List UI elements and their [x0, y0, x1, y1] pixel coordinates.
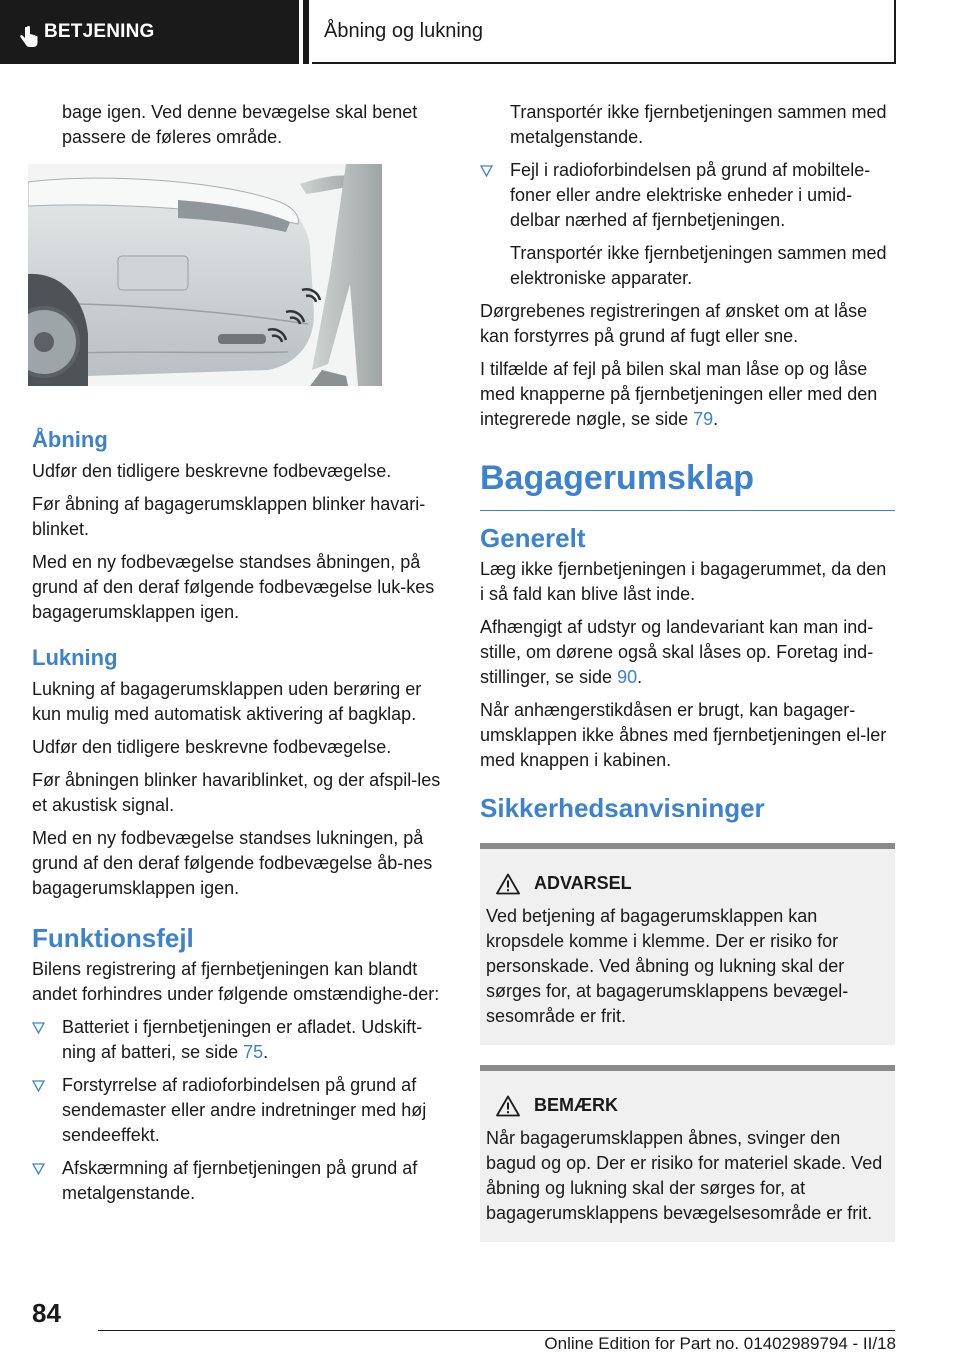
- note-box: [480, 1065, 895, 1242]
- warning-triangle-icon: [496, 1095, 520, 1117]
- note-title: BEMÆRK: [486, 1093, 883, 1118]
- paragraph: Før åbningen blinker havariblinket, og der afspil-les et akustisk signal.: [32, 770, 441, 815]
- tailgate-kick-illustration: [28, 164, 382, 386]
- heading-funktionsfejl: Funktionsfejl: [32, 923, 194, 953]
- heading-abning: Åbning: [32, 427, 108, 452]
- list-item: Afskærmning af fjernbetjeningen på grund af metalgenstande.: [32, 1156, 450, 1206]
- left-column: [32, 100, 450, 1214]
- page-link-90[interactable]: 90: [617, 667, 638, 687]
- hand-pointer-icon: [18, 26, 40, 48]
- list-item: Fejl i radioforbindelsen på grund af mobiltele-foner eller andre elektriske enheder i umid-delbar nærhed af fjernbetjeningen.: [480, 158, 895, 233]
- footer-rule: [98, 1330, 895, 1331]
- triangle-bullet-icon: [32, 1022, 45, 1034]
- warning-triangle-icon: [496, 873, 520, 895]
- paragraph: Udfør den tidligere beskrevne fodbevægelse.: [32, 737, 392, 757]
- page-number: 84: [32, 1298, 61, 1328]
- paragraph: Afhængigt af udstyr og landevariant kan man ind-stille, om dørene også skal låses op. Foretag ind-stillinger, se side 90.: [480, 617, 874, 687]
- paragraph: Bilens registrering af fjernbetjeningen kan blandt andet forhindres under følgende omstændighe-der:: [32, 959, 440, 1004]
- triangle-bullet-icon: [32, 1163, 45, 1175]
- page-link-79[interactable]: 79: [693, 409, 714, 429]
- paragraph: I tilfælde af fejl på bilen skal man låse op og låse med knapperne på fjernbetjeningen eller med den integrerede nøgle, se side 79.: [480, 359, 878, 429]
- paragraph: Med en ny fodbevægelse standses åbningen, på grund af den deraf følgende fodbevægelse luk-kes bagagerumsklappen igen.: [32, 552, 435, 622]
- warning-title: ADVARSEL: [486, 871, 883, 896]
- heading-bagagerumsklap: Bagagerumsklap: [480, 458, 895, 511]
- heading-sikkerhedsanvisninger: Sikkerhedsanvisninger: [480, 793, 765, 823]
- list-item: Forstyrrelse af radioforbindelsen på grund af sendemaster eller andre indretninger med høj sendeeffekt.: [32, 1073, 450, 1148]
- section-label: BETJENING: [44, 21, 155, 42]
- paragraph: Læg ikke fjernbetjeningen i bagagerummet, da den i så fald kan blive låst inde.: [480, 559, 887, 604]
- heading-lukning: Lukning: [32, 645, 118, 670]
- bullet-list: [480, 158, 895, 233]
- list-item: Batteriet i fjernbetjeningen er afladet. Udskift-ning af batteri, se side 75.: [32, 1015, 450, 1065]
- warning-body: Ved betjening af bagagerumsklappen kan kropsdele komme i klemme. Der er risiko for personskade. Ved åbning og lukning skal der sørges for, at bagagerumsklappens bevægel-sesområde er frit.: [486, 906, 849, 1026]
- header-separator: [303, 0, 309, 64]
- page-title: Åbning og lukning: [312, 0, 896, 64]
- heading-generelt: Generelt: [480, 523, 586, 553]
- paragraph: Lukning af bagagerumsklappen uden berøring er kun mulig med automatisk aktivering af bagklap.: [32, 679, 422, 724]
- bullet-continuation: Transportér ikke fjernbetjeningen sammen med metalgenstande.: [510, 102, 887, 147]
- page-link-75[interactable]: 75: [243, 1042, 264, 1062]
- warning-box: [480, 843, 895, 1045]
- paragraph: Dørgrebenes registreringen af ønsket om at låse kan forstyrres på grund af fugt eller sne.: [480, 301, 868, 346]
- intro-text: bage igen. Ved denne bevægelse skal benet passere de føleres område.: [62, 102, 418, 147]
- bullet-list: [32, 1015, 450, 1206]
- section-tab: [0, 0, 299, 64]
- paragraph: Udfør den tidligere beskrevne fodbevægelse.: [32, 461, 392, 481]
- right-column: [480, 100, 895, 1262]
- bullet-continuation: Transportér ikke fjernbetjeningen sammen med elektroniske apparater.: [510, 243, 887, 288]
- paragraph: Med en ny fodbevægelse standses lukningen, på grund af den deraf følgende fodbevægelse åb-nes bagagerumsklappen igen.: [32, 828, 433, 898]
- note-body: Når bagagerumsklappen åbnes, svinger den bagud og op. Der er risiko for materiel skade. Ved åbning og lukning skal der sørges for, at bagagerumsklappens bevægelsesområde er frit.: [486, 1128, 883, 1223]
- paragraph: Når anhængerstikdåsen er brugt, kan bagager-umsklappen ikke åbnes med fjernbetjeningen el-ler med knappen i kabinen.: [480, 700, 887, 770]
- footer-edition: Online Edition for Part no. 01402989794 - II/18: [544, 1334, 896, 1353]
- paragraph: Før åbning af bagagerumsklappen blinker havari-blinket.: [32, 494, 426, 539]
- triangle-bullet-icon: [480, 165, 493, 177]
- triangle-bullet-icon: [32, 1080, 45, 1092]
